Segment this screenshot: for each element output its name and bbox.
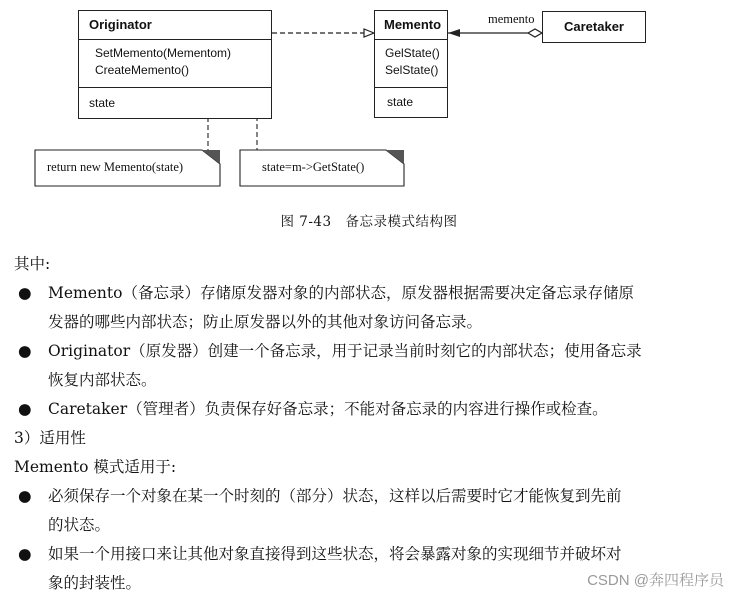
uml-diagram bbox=[0, 0, 738, 200]
memento-class-name: Memento bbox=[384, 17, 442, 32]
caretaker-class-name: Caretaker bbox=[564, 19, 624, 34]
section-heading: 3）适用性 bbox=[14, 429, 86, 447]
intro-text: 其中: bbox=[14, 255, 51, 273]
paragraph-line: 必须保存一个对象在某一个时刻的（部分）状态，这样以后需要时它才能恢复到先前 bbox=[48, 487, 622, 505]
bullet-icon: ● bbox=[18, 545, 32, 563]
applicability-item bbox=[14, 482, 714, 540]
applicability-intro: Memento 模式适用于: bbox=[14, 458, 177, 476]
originator-operations bbox=[79, 39, 271, 87]
note-text-create: return new Memento(state) bbox=[47, 160, 184, 174]
paragraph-line: Originator（原发器）创建一个备忘录，用于记录当前时刻它的内部状态；使用备忘录 bbox=[48, 342, 642, 360]
caretaker-class bbox=[542, 11, 646, 43]
association-label: memento bbox=[488, 12, 535, 26]
memento-class bbox=[374, 10, 448, 118]
paragraph-line: 恢复内部状态。 bbox=[48, 371, 157, 389]
aggregation-diamond bbox=[528, 29, 542, 37]
bullet-icon: ● bbox=[18, 487, 32, 505]
paragraph-line: Memento（备忘录）存储原发器对象的内部状态，原发器根据需要决定备忘录存储原 bbox=[48, 284, 634, 302]
originator-class-name: Originator bbox=[89, 17, 152, 32]
bullet-icon: ● bbox=[18, 342, 32, 360]
originator-class bbox=[78, 10, 272, 119]
watermark: CSDN @奔四程序员 bbox=[587, 572, 724, 589]
participant-originator bbox=[14, 337, 714, 395]
paragraph-line: 发器的哪些内部状态；防止原发器以外的其他对象访问备忘录。 bbox=[48, 313, 483, 331]
originator-attribute: state bbox=[89, 96, 116, 110]
memento-operations bbox=[375, 39, 447, 87]
originator-operation: CreateMemento() bbox=[95, 63, 190, 77]
note-text-set: state=m->GetState() bbox=[262, 160, 365, 174]
participant-caretaker bbox=[14, 395, 714, 424]
memento-operation: SelState() bbox=[385, 63, 439, 77]
bullet-icon: ● bbox=[18, 400, 32, 418]
originator-operation: SetMemento(Mementom) bbox=[95, 46, 232, 60]
memento-attribute: state bbox=[387, 95, 414, 109]
paragraph-line: 的状态。 bbox=[48, 516, 111, 534]
memento-attributes bbox=[375, 87, 447, 117]
association-arrowhead bbox=[448, 29, 460, 37]
bullet-icon: ● bbox=[18, 284, 32, 302]
participant-memento bbox=[14, 279, 714, 337]
paragraph-line: Caretaker（管理者）负责保存好备忘录；不能对备忘录的内容进行操作或检查。 bbox=[48, 400, 608, 418]
memento-operation: GelState() bbox=[385, 46, 440, 60]
document-body bbox=[14, 250, 714, 598]
paragraph-line: 象的封装性。 bbox=[48, 574, 142, 592]
dependency-arrowhead bbox=[364, 29, 374, 37]
originator-attributes bbox=[79, 87, 271, 118]
figure-caption: 图 7-43 备忘录模式结构图 bbox=[280, 214, 458, 230]
paragraph-line: 如果一个用接口来让其他对象直接得到这些状态，将会暴露对象的实现细节并破坏对 bbox=[48, 545, 622, 563]
